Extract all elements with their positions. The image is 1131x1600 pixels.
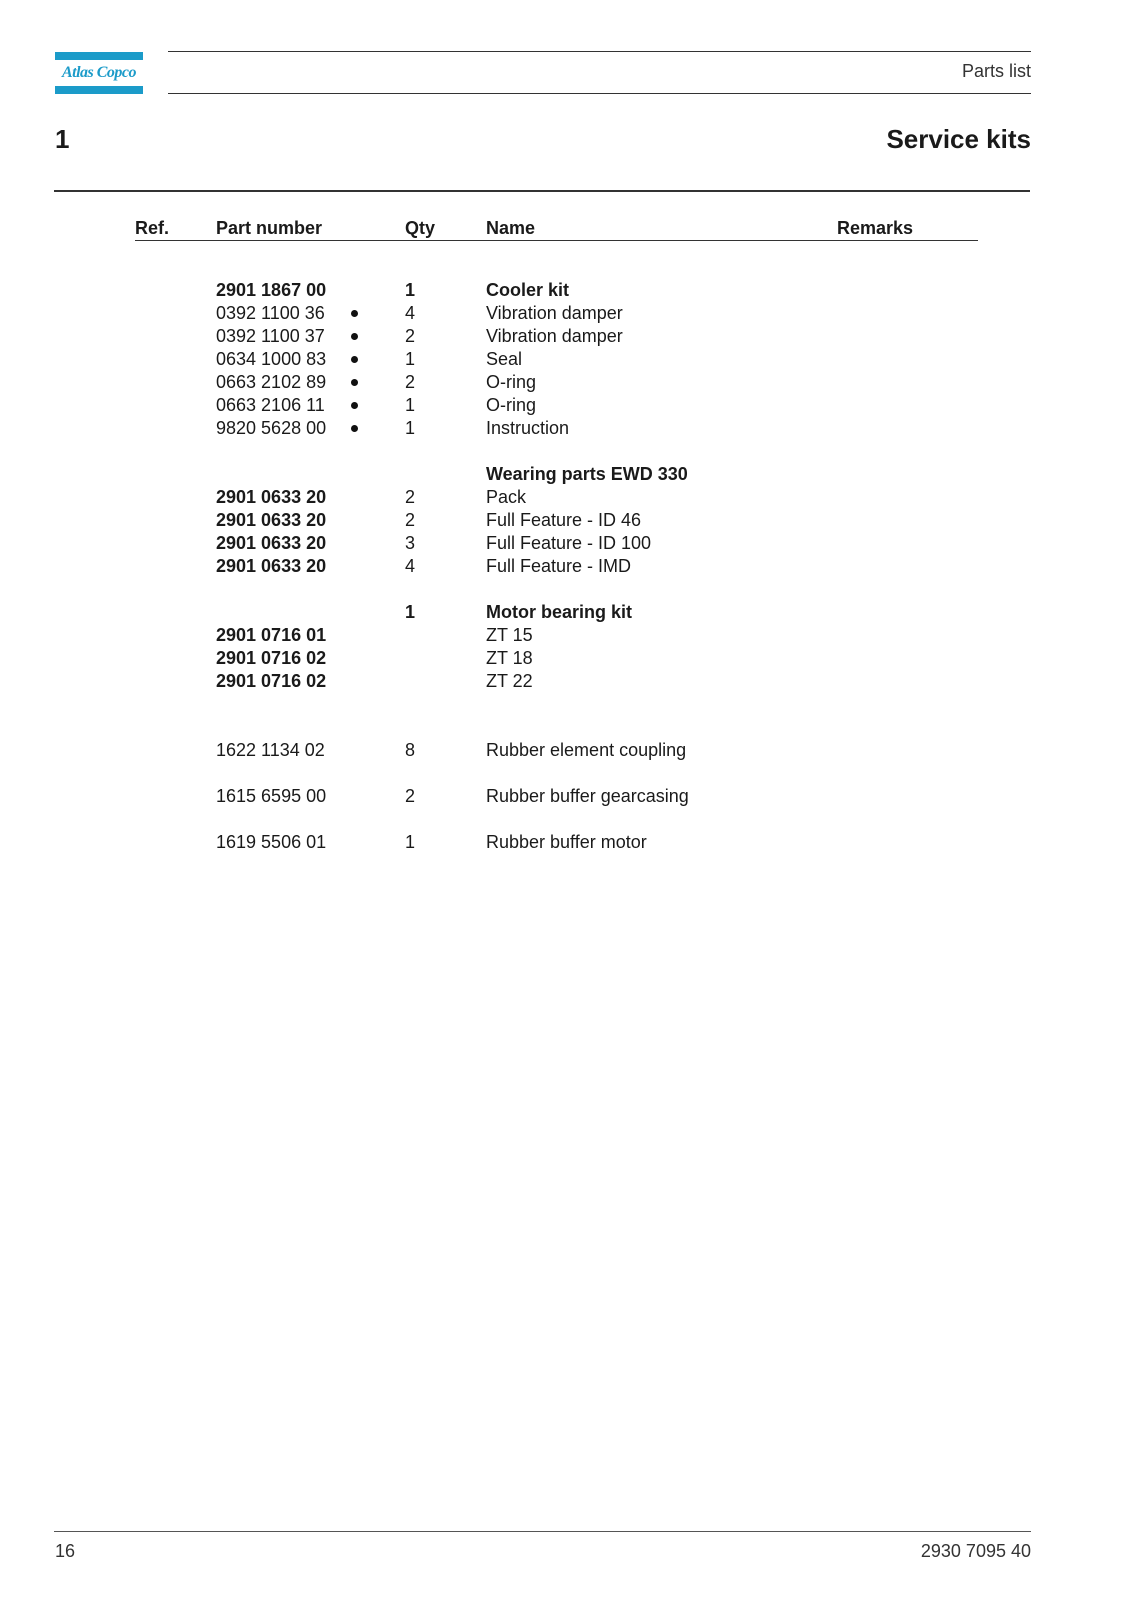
document-number: 2930 7095 40 (920, 1541, 1031, 1561)
quantity: 2 (405, 510, 416, 530)
part-name: Cooler kit (486, 280, 570, 300)
part-name: ZT 18 (486, 648, 533, 668)
quantity: 8 (405, 740, 416, 760)
col-head-remarks: Remarks (837, 218, 914, 238)
part-number: 0663 2102 89 (216, 372, 327, 392)
part-name: Instruction (486, 418, 570, 438)
bullet-marker (351, 333, 358, 340)
quantity: 2 (405, 487, 416, 507)
quantity: 2 (405, 372, 416, 392)
header-rule-bottom (168, 93, 1031, 94)
part-number: 2901 0716 01 (216, 625, 327, 645)
part-number: 2901 1867 00 (216, 280, 327, 300)
part-number: 2901 0633 20 (216, 510, 327, 530)
quantity: 2 (405, 326, 416, 346)
header-title: Parts list (961, 61, 1031, 81)
col-head-ref: Ref. (135, 218, 170, 238)
part-number: 2901 0716 02 (216, 648, 327, 668)
col-head-part-number: Part number (216, 218, 323, 238)
part-name: Vibration damper (486, 303, 623, 323)
footer-rule (54, 1531, 1031, 1532)
part-name: Full Feature - IMD (486, 556, 632, 576)
part-name: O-ring (486, 372, 537, 392)
part-name: Rubber buffer gearcasing (486, 786, 689, 806)
part-number: 2901 0633 20 (216, 487, 327, 507)
quantity: 2 (405, 786, 416, 806)
quantity: 1 (405, 395, 416, 415)
logo-wordmark: Atlas Copco (61, 64, 137, 81)
section-number: 1 (55, 124, 70, 154)
part-name: Full Feature - ID 46 (486, 510, 642, 530)
bullet-marker (351, 379, 358, 386)
part-name: Wearing parts EWD 330 (486, 464, 688, 484)
part-number: 2901 0716 02 (216, 671, 327, 691)
part-number: 2901 0633 20 (216, 533, 327, 553)
atlas-copco-logo (55, 52, 143, 94)
bullet-marker (351, 425, 358, 432)
quantity: 1 (405, 418, 416, 438)
bullet-marker (351, 402, 358, 409)
part-name: Motor bearing kit (486, 602, 633, 622)
part-number: 1622 1134 02 (216, 740, 325, 760)
quantity: 1 (405, 349, 416, 369)
part-name: Seal (486, 349, 523, 369)
part-name: Pack (486, 487, 527, 507)
logo-bar-bottom (55, 86, 143, 94)
quantity: 1 (405, 280, 416, 300)
col-head-qty: Qty (405, 218, 436, 238)
page-number: 16 (55, 1541, 76, 1561)
quantity: 1 (405, 602, 416, 622)
part-name: Vibration damper (486, 326, 623, 346)
part-number: 0392 1100 37 (216, 326, 325, 346)
bullet-marker (351, 356, 358, 363)
part-number: 9820 5628 00 (216, 418, 327, 438)
quantity: 4 (405, 303, 416, 323)
col-head-name: Name (486, 218, 536, 238)
logo-bar-top (55, 52, 143, 60)
part-number: 2901 0633 20 (216, 556, 327, 576)
part-name: Rubber element coupling (486, 740, 687, 760)
part-number: 0663 2106 11 (216, 395, 325, 415)
part-number: 0392 1100 36 (216, 303, 325, 323)
part-name: ZT 22 (486, 671, 533, 691)
part-name: Rubber buffer motor (486, 832, 647, 852)
part-number: 0634 1000 83 (216, 349, 327, 369)
section-title: Service kits (886, 124, 1031, 154)
header-rule-top (168, 51, 1031, 52)
quantity: 4 (405, 556, 416, 576)
part-number: 1619 5506 01 (216, 832, 327, 852)
part-number: 1615 6595 00 (216, 786, 327, 806)
section-rule (54, 190, 1030, 192)
quantity: 3 (405, 533, 416, 553)
quantity: 1 (405, 832, 416, 852)
part-name: Full Feature - ID 100 (486, 533, 652, 553)
column-header-rule (135, 240, 978, 241)
part-name: O-ring (486, 395, 537, 415)
bullet-marker (351, 310, 358, 317)
part-name: ZT 15 (486, 625, 533, 645)
